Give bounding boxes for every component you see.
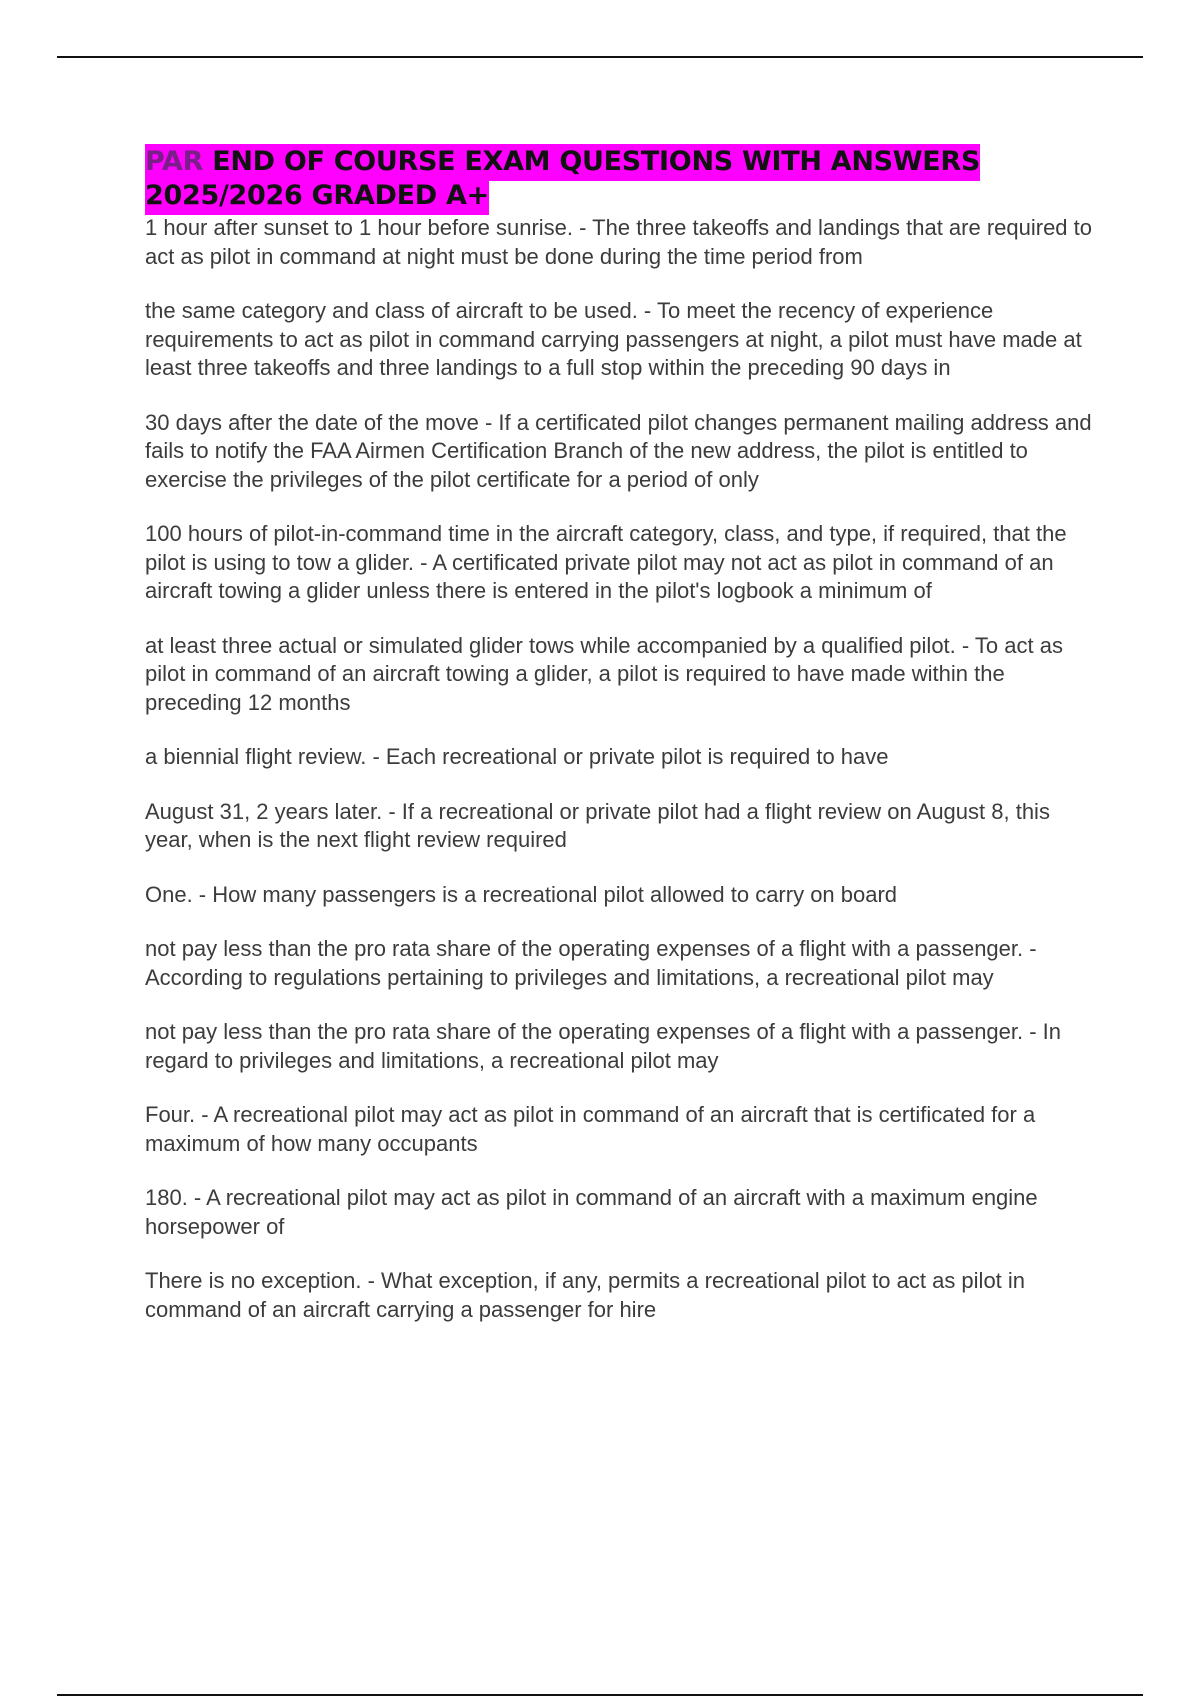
qa-entry: not pay less than the pro rata share of the operating expenses of a flight with a passenger. - According to regulations pertaining to privileges and limitations, a recreational pilot may: [145, 936, 1037, 990]
qa-entry: Four. - A recreational pilot may act as pilot in command of an aircraft that is certificated for a maximum of how many occupants: [145, 1102, 1036, 1156]
qa-entry: One. - How many passengers is a recreational pilot allowed to carry on board: [145, 881, 898, 907]
qa-entry: 1 hour after sunset to 1 hour before sunrise. - The three takeoffs and landings that are required to act as pilot in command at night must be done during the time period from: [145, 215, 1092, 269]
document-title: [145, 145, 1095, 213]
qa-entry: There is no exception. - What exception, if any, permits a recreational pilot to act as pilot in command of an aircraft carrying a passenger for hire: [145, 1268, 1026, 1322]
title-highlight: [145, 144, 980, 215]
qa-entry: 30 days after the date of the move - If a certificated pilot changes permanent mailing address and fails to notify the FAA Airmen Certification Branch of the new address, the pilot is entitled to exercise the privileges of the pilot certificate for a period of only: [145, 409, 1092, 492]
bottom-rule: [57, 1694, 1143, 1696]
qa-entry: August 31, 2 years later. - If a recreational or private pilot had a flight review on August 8, this year, when is the next flight review required: [145, 798, 1050, 852]
document-body: [145, 145, 1095, 1350]
qa-entry: 180. - A recreational pilot may act as pilot in command of an aircraft with a maximum engine horsepower of: [145, 1185, 1038, 1239]
qa-entry: 100 hours of pilot-in-command time in the aircraft category, class, and type, if required, that the pilot is using to tow a glider. - A certificated private pilot may not act as pilot in command of an aircraft towing a glider unless there is entered in the pilot's logbook a minimum of: [145, 521, 1067, 603]
top-rule: [57, 56, 1143, 58]
title-prefix: PAR: [145, 146, 204, 177]
qa-entry: at least three actual or simulated glider tows while accompanied by a qualified pilot. - To act as pilot in command of an aircraft towing a glider, a pilot is required to have made within the preceding 12 months: [145, 632, 1063, 715]
title-text: END OF COURSE EXAM QUESTIONS WITH ANSWERS 2025/2026 GRADED A+: [145, 146, 981, 211]
qa-entry: not pay less than the pro rata share of the operating expenses of a flight with a passenger. - In regard to privileges and limitations, a recreational pilot may: [145, 1019, 1062, 1073]
qa-entry: the same category and class of aircraft to be used. - To meet the recency of experience requirements to act as pilot in command carrying passengers at night, a pilot must have made at least three takeoffs and three landings to a full stop within the preceding 90 days in: [145, 298, 1082, 380]
qa-entry: a biennial flight review. - Each recreational or private pilot is required to have: [145, 744, 889, 769]
